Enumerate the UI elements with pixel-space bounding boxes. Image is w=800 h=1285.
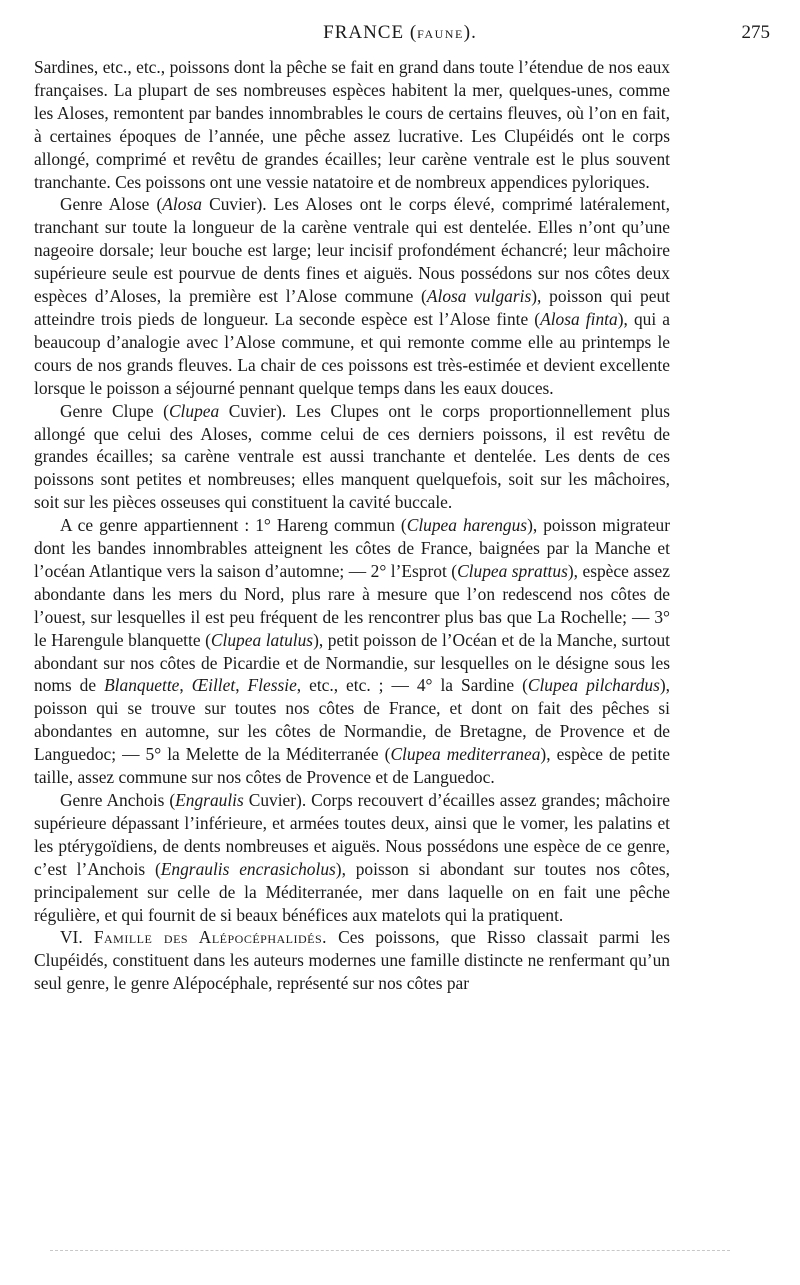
- text-run: , etc., etc. ; — 4° la Sardine (: [296, 675, 528, 696]
- text-run: Ces poissons, que Risso classait parmi les Clupéidés, constituent dans les auteurs modernes une famille distincte ne renfermant qu’un seul genre, le genre Alépocéphale, représenté sur nos côtes par: [34, 927, 671, 994]
- text-run: ,: [235, 675, 248, 696]
- title-main: FRANCE (: [323, 22, 418, 43]
- text-run: Genre Alose (: [60, 194, 163, 215]
- paragraph: [34, 400, 670, 515]
- text-run: ), espèce assez abondante dans les mers du Nord, plus rare à mesure que l’on redescend nos côtes de l’ouest, sur lesquelles il est peu fréquent de les rencontrer plus bas que La Rochelle; — 3° le Harengule blanquette (: [34, 560, 670, 650]
- italic-term: Engraulis: [175, 790, 244, 810]
- paragraph: [34, 514, 670, 789]
- italic-term: Clupea latulus: [210, 629, 314, 650]
- page-number: 275: [741, 22, 770, 43]
- text-run: ), poisson qui peut atteindre trois pieds de longueur. La seconde espèce est l’Alose finte (: [34, 286, 670, 329]
- italic-term: Flessie: [247, 675, 297, 696]
- running-title: [0, 22, 800, 44]
- running-header: [0, 22, 800, 52]
- text-run: ), poisson migrateur dont les bandes innombrables atteignent les côtes de France, baignées par la Manche et l’océan Atlantique vers la saison d’automne; — 2° l’Esprot (: [34, 515, 670, 581]
- section-heading: Famille des Alépocéphalidés.: [93, 927, 328, 948]
- text-run: ), qui a beaucoup d’analogie avec l’Alose commune, et qui remonte comme elle au printemps le cours de nos grands fleuves. La chair de ces poissons est très-estimée et devient excellente lorsque le poisson a séjourné pennant quelque temps dans les eaux douces.: [34, 308, 670, 398]
- text-run: ), poisson si abondant sur toutes nos côtes, principalement sur celle de la Méditerranée, mer dans laquelle on en fait une pêche régulière, et qui fournit de si beaux bénéfices aux matelots qui la pratiquent.: [34, 858, 670, 925]
- italic-term: Clupea: [168, 400, 220, 421]
- italic-term: Alosa vulgaris: [426, 286, 532, 307]
- italic-term: Clupea pilchardus: [527, 675, 660, 696]
- paragraph: [34, 193, 670, 399]
- paragraph: [34, 56, 670, 193]
- text-run: VI.: [60, 927, 94, 948]
- paragraph: [34, 926, 670, 995]
- text-run: Cuvier). Les Clupes ont le corps proportionnellement plus allongé que celui des Aloses, comme celui de ces derniers poissons, il est revêtu de grandes écailles; sa carène ventrale est aussi tranchante et dentelée. Les dents de ces poissons sont petites et nombreuses; elles manquent quelquefois, soit sur les mâchoires, soit sur les pièces osseuses qui constituent la cavité buccale.: [34, 400, 671, 513]
- text-run: ), poisson qui se trouve sur toutes nos côtes de France, et dont on fait des pêches si abondantes en automne, sur les côtes de Normandie, de Bretagne, de Provence et de Languedoc; — 5° la Melette de la Méditerranée (: [34, 675, 670, 765]
- text-run: ), espèce de petite taille, assez commune sur nos côtes de Provence et de Languedoc.: [34, 744, 671, 788]
- text-run: Genre Anchois (: [60, 790, 176, 810]
- text-run: ,: [179, 675, 192, 696]
- italic-term: Clupea mediterranea: [390, 744, 541, 765]
- text-body: [34, 56, 670, 995]
- italic-term: Engraulis encrasicholus: [160, 858, 336, 879]
- paragraph: [34, 789, 670, 926]
- text-run: ), petit poisson de l’Océan et de la Manche, surtout abondant sur nos côtes de Picardie et de Normandie, sur lesquelles on le désigne sous les noms de: [34, 629, 670, 696]
- text-run: Genre Clupe (: [60, 400, 169, 421]
- italic-term: Blanquette: [104, 675, 180, 696]
- text-run: Cuvier). Les Aloses ont le corps élevé, comprimé latéralement, tranchant sur toute la longueur de la carène ventrale qui est dentelée. Elles n’ont qu’une nageoire dorsale; leur bouche est large; leur incisif profondément échancré; leur mâchoire supérieure seule est pourvue de dents fines et aiguës. Nous possédons sur nos côtes deux espèces d’Aloses, la première est l’Alose commune (: [34, 194, 670, 307]
- title-small-caps: FAUNE: [417, 27, 464, 41]
- footer-rule: [50, 1250, 730, 1251]
- title-end: ).: [463, 22, 477, 43]
- italic-term: Clupea sprattus: [457, 560, 568, 581]
- italic-term: Clupea harengus: [406, 515, 528, 536]
- text-run: Cuvier). Corps recouvert d’écailles assez grandes; mâchoire supérieure dépassant l’inférieure, et armées toutes deux, ainsi que le vomer, les palatins et les ptérygoïdiens, de dents nombreuses et aiguës. Nous possédons une espèce de ce genre, c’est l’Anchois (: [34, 790, 670, 879]
- italic-term: Alosa finta: [540, 308, 618, 329]
- italic-term: Œillet: [191, 675, 236, 696]
- italic-term: Alosa: [162, 194, 202, 215]
- text-run: A ce genre appartiennent : 1° Hareng commun (: [60, 515, 407, 536]
- text-run: Sardines, etc., etc., poissons dont la pêche se fait en grand dans toute l’étendue de nos eaux françaises. La plupart de ses nombreuses espèces habitent la mer, quelques-unes, comme les Aloses, remontent par bandes innombrables le cours de certains fleuves, où l’on en fait, à certaines époques de l’année, une pêche assez lucrative. Les Clupéidés ont le corps allongé, comprimé et revêtu de grandes écailles; leur carène ventrale est le plus souvent tranchante. Ces poissons ont une vessie natatoire et de nombreux appendices pyloriques.: [34, 57, 670, 192]
